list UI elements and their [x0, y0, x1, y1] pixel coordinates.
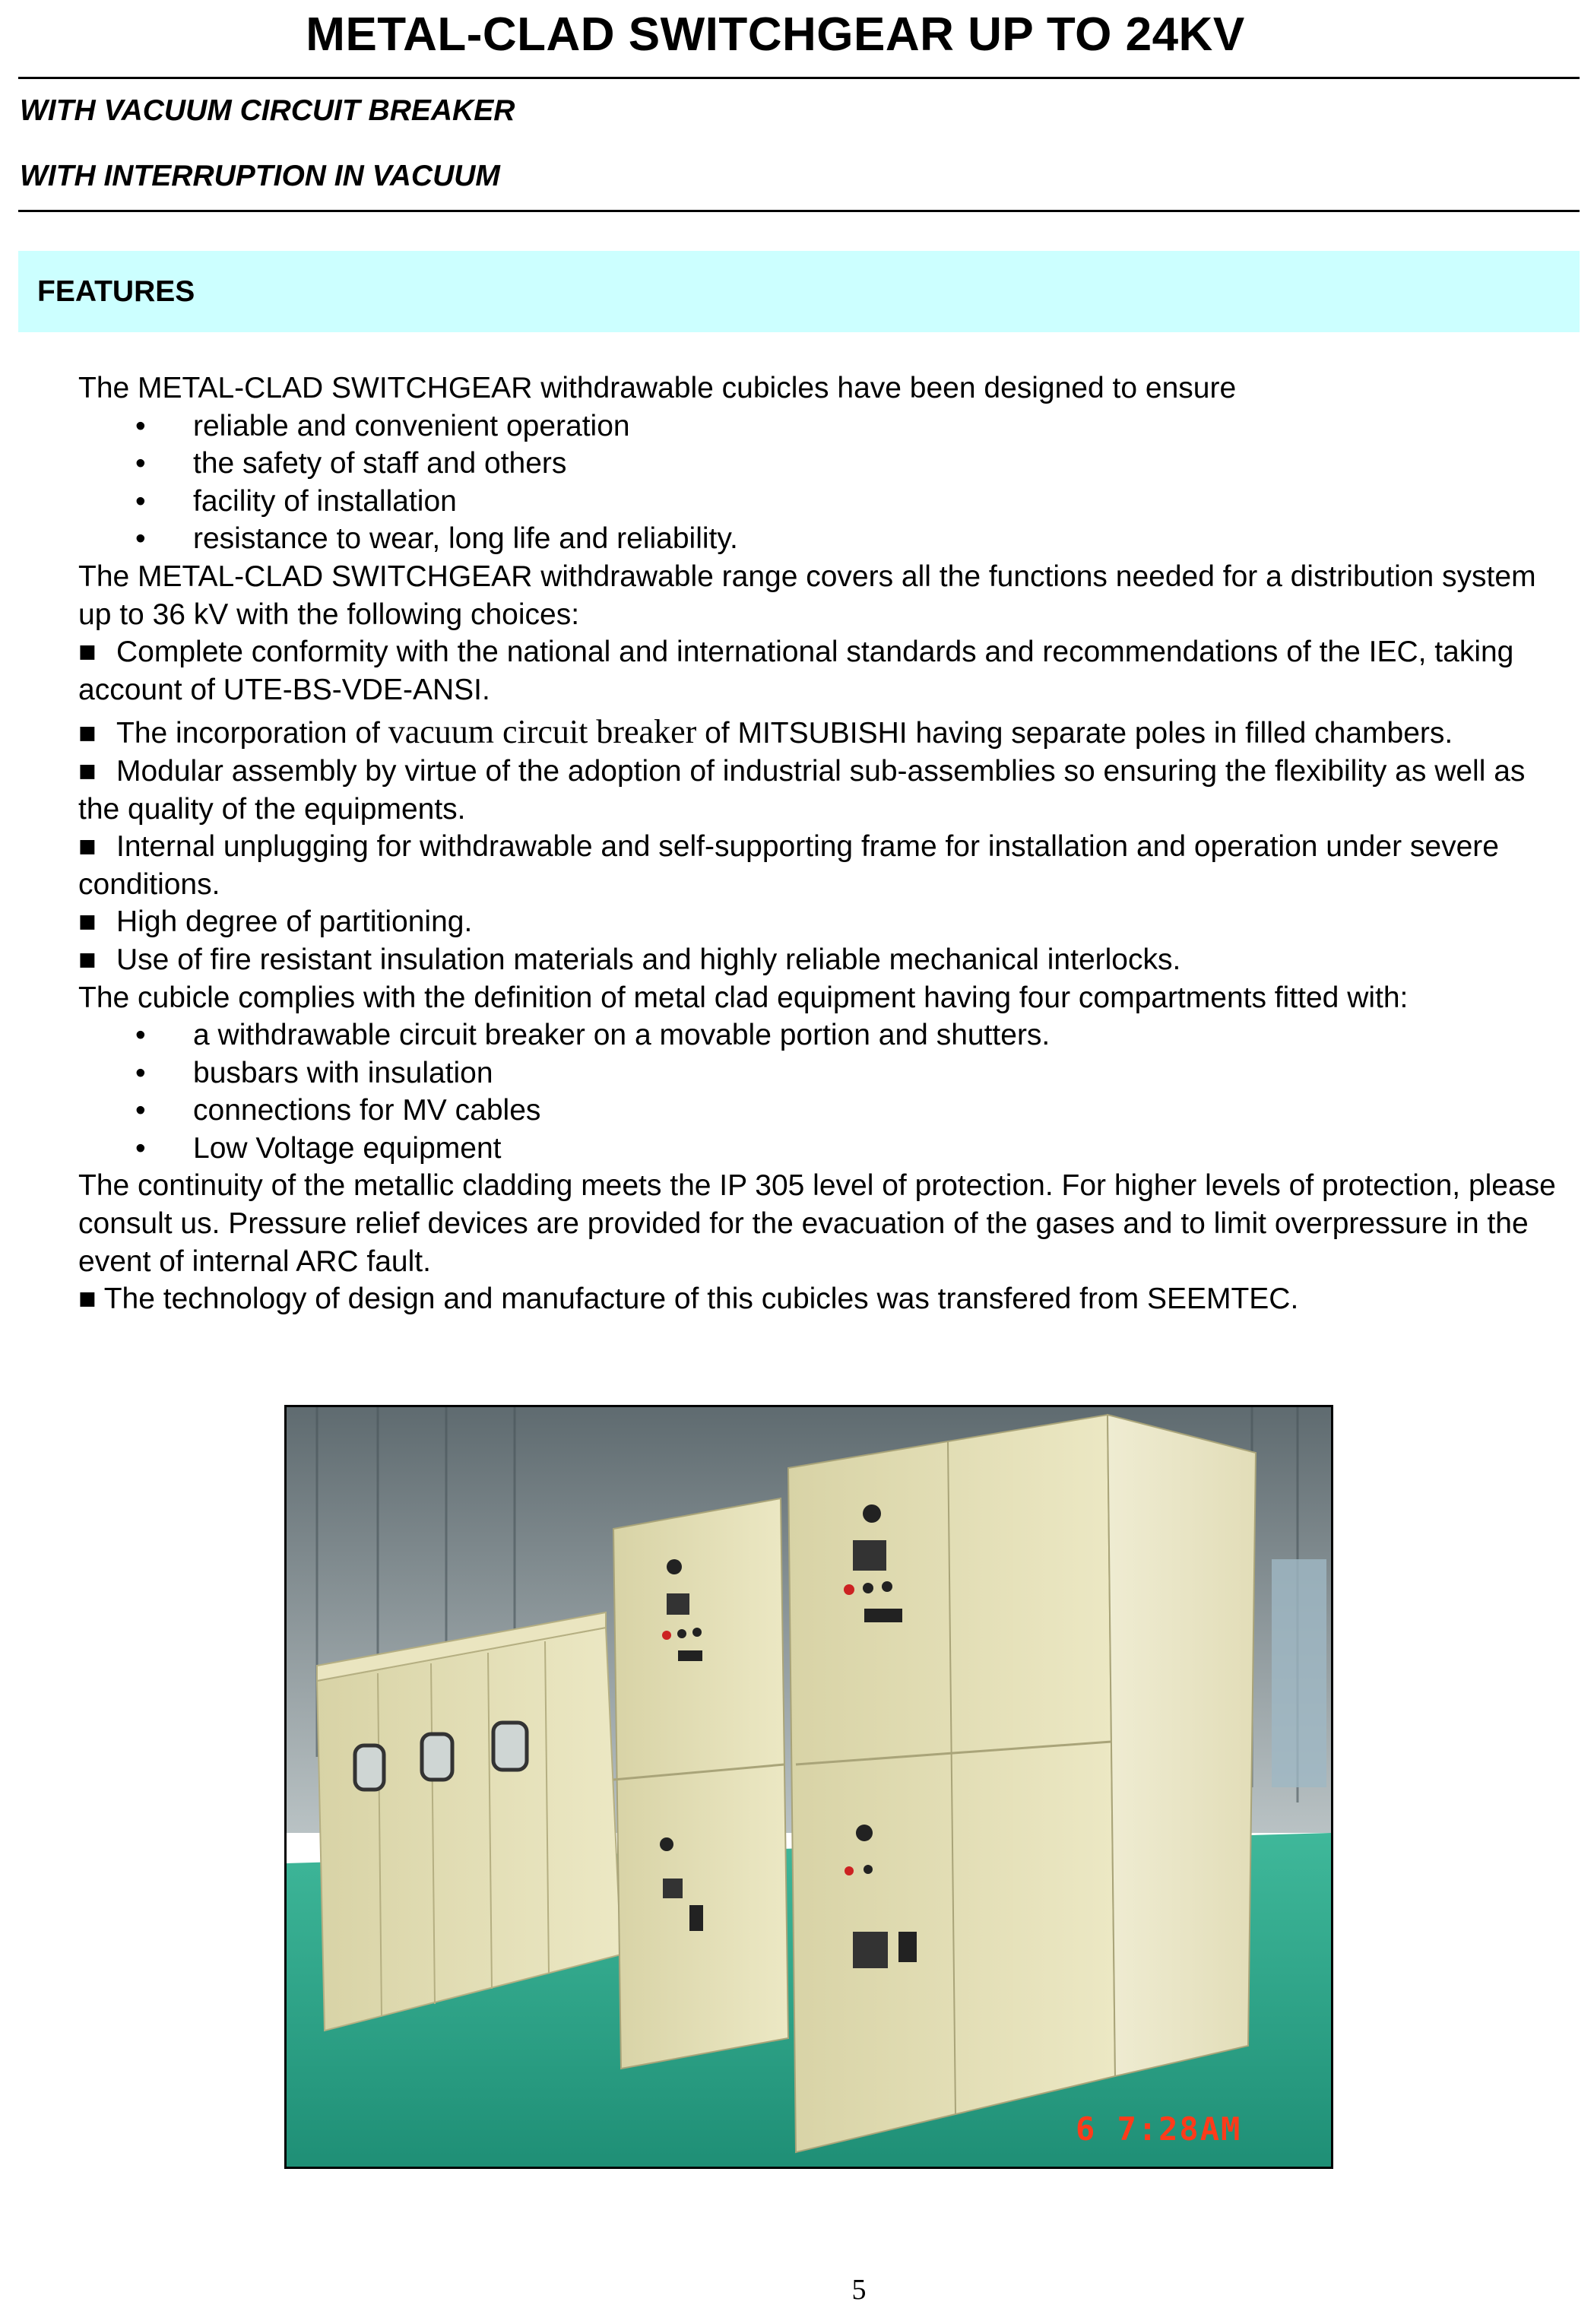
- square-bullet-icon: ■: [78, 754, 97, 788]
- bullet-icon: •: [135, 522, 146, 556]
- list-item: [78, 483, 1568, 521]
- design-goal-text: facility of installation: [193, 484, 457, 518]
- point-modular: [78, 753, 1568, 828]
- range-text: The METAL-CLAD SWITCHGEAR withdrawable range covers all the functions needed for a distribution system up to 36 kV with the following choices:: [78, 560, 1536, 631]
- point-partitioning-text: High degree of partitioning.: [116, 905, 473, 939]
- point-partitioning: [78, 903, 1568, 941]
- compartments-intro: The cubicle complies with the definition of metal clad equipment having four compartments fitted with:: [78, 981, 1409, 1014]
- square-bullet-icon: ■: [78, 905, 97, 939]
- point-conformity: [78, 633, 1568, 709]
- photo-timestamp: 6 7:28AM: [1076, 2110, 1242, 2148]
- switchgear-illustration: [287, 1407, 1331, 2167]
- bullet-icon: •: [135, 1019, 146, 1052]
- compartments-list: [78, 1016, 1568, 1167]
- square-bullet-icon: ■: [78, 1282, 97, 1316]
- compartment-text: busbars with insulation: [193, 1056, 493, 1089]
- point-conformity-text: Complete conformity with the national and international standards and recommendations of the IEC, taking account of UTE-BS-VDE-ANSI.: [78, 636, 1514, 706]
- list-item: [78, 445, 1568, 483]
- compartment-text: a withdrawable circuit breaker on a movable portion and shutters.: [193, 1019, 1051, 1052]
- right-cabinet: [788, 1415, 1256, 2152]
- bullet-icon: •: [135, 447, 146, 480]
- features-label: FEATURES: [37, 275, 195, 308]
- design-goal-text: the safety of staff and others: [193, 447, 567, 480]
- middle-cabinet: [613, 1498, 788, 2069]
- point-vcb-after: of MITSUBISHI having separate poles in filled chambers.: [696, 717, 1453, 750]
- list-item: [78, 1054, 1568, 1092]
- point-vcb-before: The incorporation of: [116, 717, 388, 750]
- features-section-header: [18, 251, 1580, 332]
- subtitle-vacuum-circuit-breaker: WITH VACUUM CIRCUIT BREAKER: [20, 94, 515, 127]
- design-goal-text: reliable and convenient operation: [193, 409, 630, 442]
- bullet-icon: •: [135, 1056, 146, 1089]
- design-goal-text: resistance to wear, long life and reliability.: [193, 522, 738, 556]
- list-item: [78, 407, 1568, 445]
- compartment-text: connections for MV cables: [193, 1094, 541, 1127]
- point-vcb: [78, 713, 1568, 753]
- bullet-icon: •: [135, 1094, 146, 1127]
- continuity-text: The continuity of the metallic cladding meets the IP 305 level of protection. For higher levels of protection, please consult us. Pressure relief devices are provided for the evacuation of the gases and to limit overpressure in the event of internal ARC fault.: [78, 1169, 1556, 1278]
- square-bullet-icon: ■: [78, 636, 97, 669]
- subtitle-divider: [18, 210, 1580, 212]
- bullet-icon: •: [135, 484, 146, 518]
- list-item: [78, 1016, 1568, 1054]
- features-body: [78, 369, 1568, 1318]
- point-unplugging-text: Internal unplugging for withdrawable and self-supporting frame for installation and operation under severe conditions.: [78, 830, 1499, 901]
- list-item: [78, 1092, 1568, 1130]
- square-bullet-icon: ■: [78, 830, 97, 864]
- page-number: 5: [851, 2274, 867, 2306]
- point-modular-text: Modular assembly by virtue of the adoption of industrial sub-assemblies so ensuring the flexibility as well as the quality of the equipments.: [78, 754, 1526, 826]
- technology-note: [78, 1280, 1568, 1318]
- features-intro: The METAL-CLAD SWITCHGEAR withdrawable cubicles have been designed to ensure: [78, 372, 1237, 404]
- bullet-icon: •: [135, 409, 146, 442]
- switchgear-photo: [284, 1405, 1333, 2169]
- list-item: [78, 520, 1568, 558]
- list-item: [78, 1130, 1568, 1168]
- point-fire: [78, 941, 1568, 979]
- design-goals-list: [78, 407, 1568, 558]
- page-title: METAL-CLAD SWITCHGEAR UP TO 24KV: [306, 8, 1245, 61]
- title-divider: [18, 77, 1580, 79]
- technology-text: The technology of design and manufacture of this cubicles was transfered from SEEMTEC.: [103, 1282, 1299, 1316]
- point-vcb-emphasis: vacuum circuit breaker: [388, 713, 697, 751]
- point-fire-text: Use of fire resistant insulation materials and highly reliable mechanical interlocks.: [116, 943, 1181, 976]
- square-bullet-icon: ■: [78, 717, 97, 750]
- bullet-icon: •: [135, 1131, 146, 1165]
- compartment-text: Low Voltage equipment: [193, 1131, 502, 1165]
- square-bullet-icon: ■: [78, 943, 97, 976]
- subtitle-interruption-in-vacuum: WITH INTERRUPTION IN VACUUM: [20, 160, 500, 192]
- point-unplugging: [78, 828, 1568, 903]
